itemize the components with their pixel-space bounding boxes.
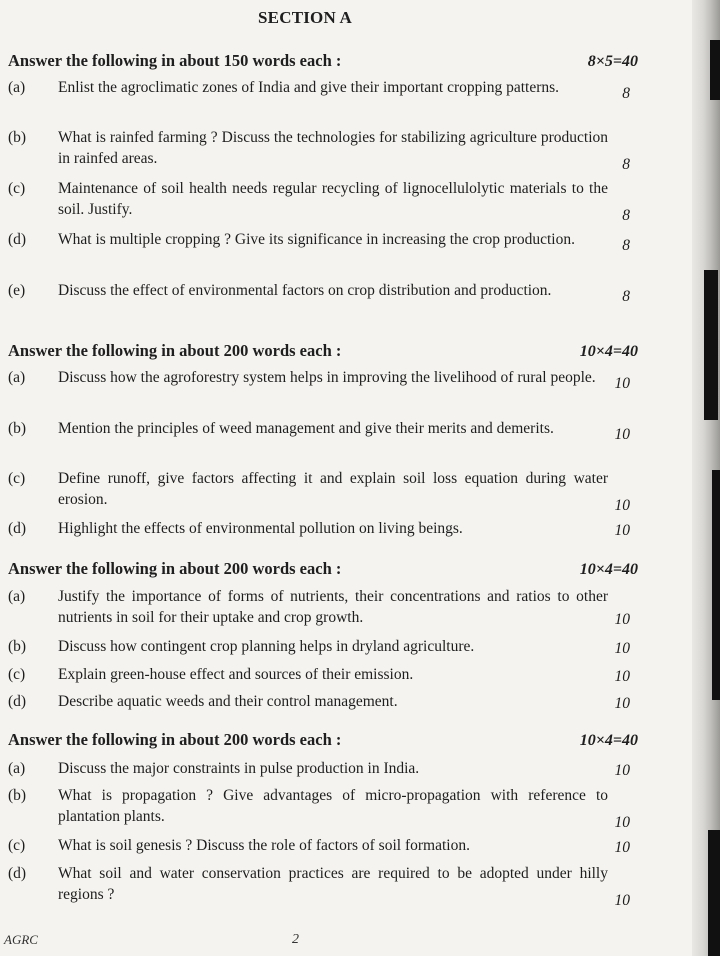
part-marks: 10 bbox=[614, 891, 630, 909]
part-text: Discuss how the agroforestry system helps in improving the livelihood of rural people. bbox=[58, 369, 596, 386]
page-number: 2 bbox=[292, 932, 299, 947]
part-text: What is rainfed farming ? Discuss the technologies for stabilizing agriculture production in rainfed areas. bbox=[58, 129, 608, 167]
question-block bbox=[8, 51, 638, 73]
part-text: Highlight the effects of environmental pollution on living beings. bbox=[58, 520, 463, 537]
question-total-marks: 10×4=40 bbox=[579, 561, 638, 578]
part-marks: 10 bbox=[614, 762, 630, 779]
part-marks: 8 bbox=[622, 237, 630, 254]
question-heading bbox=[8, 341, 638, 363]
part-text: What is propagation ? Give advantages of micro-propagation with reference to plantation plants. bbox=[58, 787, 608, 825]
question-heading-text: Answer the following in about 200 words each : bbox=[8, 730, 342, 749]
part-label: (c) bbox=[8, 666, 26, 683]
part-text: What soil and water conservation practices are required to be adopted under hilly regions ? bbox=[58, 865, 608, 903]
question-part bbox=[8, 836, 638, 857]
question-heading-text: Answer the following in about 200 words each : bbox=[8, 559, 342, 578]
question-part bbox=[8, 759, 638, 780]
part-text: Discuss the major constraints in pulse production in India. bbox=[58, 760, 420, 777]
part-marks: 10 bbox=[614, 375, 630, 392]
part-marks: 8 bbox=[622, 288, 630, 305]
question-heading bbox=[8, 559, 638, 581]
part-text: Discuss the effect of environmental factors on crop distribution and production. bbox=[58, 282, 552, 299]
question-part bbox=[8, 637, 638, 658]
part-marks: 8 bbox=[622, 155, 630, 173]
part-label: (a) bbox=[8, 79, 26, 96]
part-marks: 8 bbox=[622, 85, 630, 102]
question-part bbox=[8, 587, 638, 628]
part-label: (d) bbox=[8, 520, 27, 537]
question-part bbox=[8, 368, 638, 392]
question-part bbox=[8, 128, 638, 173]
part-text: Define runoff, give factors affecting it and explain soil loss equation during water erosion. bbox=[58, 470, 608, 508]
question-part bbox=[8, 230, 638, 254]
question-total-marks: 10×4=40 bbox=[579, 732, 638, 749]
part-label: (b) bbox=[8, 129, 27, 146]
question-part bbox=[8, 864, 638, 909]
part-label: (d) bbox=[8, 865, 27, 882]
question-heading-text: Answer the following in about 200 words each : bbox=[8, 341, 342, 360]
part-text: Enlist the agroclimatic zones of India and give their important cropping patterns. bbox=[58, 79, 560, 96]
part-marks: 10 bbox=[614, 839, 630, 856]
part-text: Maintenance of soil health needs regular recycling of lignocellulolytic materials to the soil. Justify. bbox=[58, 180, 608, 218]
question-block bbox=[8, 559, 638, 581]
part-marks: 10 bbox=[614, 668, 630, 685]
question-part bbox=[8, 469, 638, 514]
part-text: What is multiple cropping ? Give its significance in increasing the crop production. bbox=[58, 231, 575, 248]
question-part bbox=[8, 692, 638, 713]
part-label: (b) bbox=[8, 420, 27, 437]
part-label: (e) bbox=[8, 282, 26, 299]
part-label: (a) bbox=[8, 760, 26, 777]
edge-mark bbox=[708, 830, 720, 956]
question-total-marks: 10×4=40 bbox=[579, 343, 638, 360]
part-label: (d) bbox=[8, 693, 27, 710]
question-part bbox=[8, 78, 638, 102]
question-heading bbox=[8, 730, 638, 752]
part-label: (a) bbox=[8, 369, 26, 386]
question-part bbox=[8, 786, 638, 831]
part-marks: 10 bbox=[614, 496, 630, 514]
question-part bbox=[8, 419, 638, 443]
paper-code: AGRC bbox=[4, 932, 38, 947]
part-label: (a) bbox=[8, 588, 26, 605]
part-text: Justify the importance of forms of nutrients, their concentrations and ratios to other nutrients in soil for their uptake and crop growth. bbox=[58, 588, 608, 626]
part-label: (b) bbox=[8, 638, 27, 655]
question-block bbox=[8, 341, 638, 363]
section-title: SECTION A bbox=[258, 8, 352, 27]
part-marks: 10 bbox=[614, 813, 630, 831]
part-marks: 10 bbox=[614, 695, 630, 712]
part-label: (c) bbox=[8, 180, 26, 197]
question-part bbox=[8, 519, 638, 540]
part-label: (b) bbox=[8, 787, 27, 804]
question-heading-text: Answer the following in about 150 words each : bbox=[8, 51, 342, 70]
part-marks: 10 bbox=[614, 522, 630, 539]
edge-mark bbox=[712, 470, 720, 700]
question-heading bbox=[8, 51, 638, 73]
part-text: What is soil genesis ? Discuss the role of factors of soil formation. bbox=[58, 837, 470, 854]
question-block bbox=[8, 730, 638, 752]
question-total-marks: 8×5=40 bbox=[587, 53, 638, 70]
part-text: Describe aquatic weeds and their control management. bbox=[58, 693, 398, 710]
part-marks: 10 bbox=[614, 610, 630, 628]
question-part bbox=[8, 179, 638, 224]
part-marks: 10 bbox=[614, 640, 630, 657]
edge-mark bbox=[710, 40, 720, 100]
question-part bbox=[8, 665, 638, 686]
part-text: Discuss how contingent crop planning helps in dryland agriculture. bbox=[58, 638, 475, 655]
part-text: Mention the principles of weed management and give their merits and demerits. bbox=[58, 420, 554, 437]
part-label: (c) bbox=[8, 470, 26, 487]
part-label: (c) bbox=[8, 837, 26, 854]
question-part bbox=[8, 281, 638, 305]
part-marks: 10 bbox=[614, 426, 630, 443]
edge-mark bbox=[704, 270, 718, 420]
part-marks: 8 bbox=[622, 206, 630, 224]
part-text: Explain green-house effect and sources of their emission. bbox=[58, 666, 414, 683]
part-label: (d) bbox=[8, 231, 27, 248]
